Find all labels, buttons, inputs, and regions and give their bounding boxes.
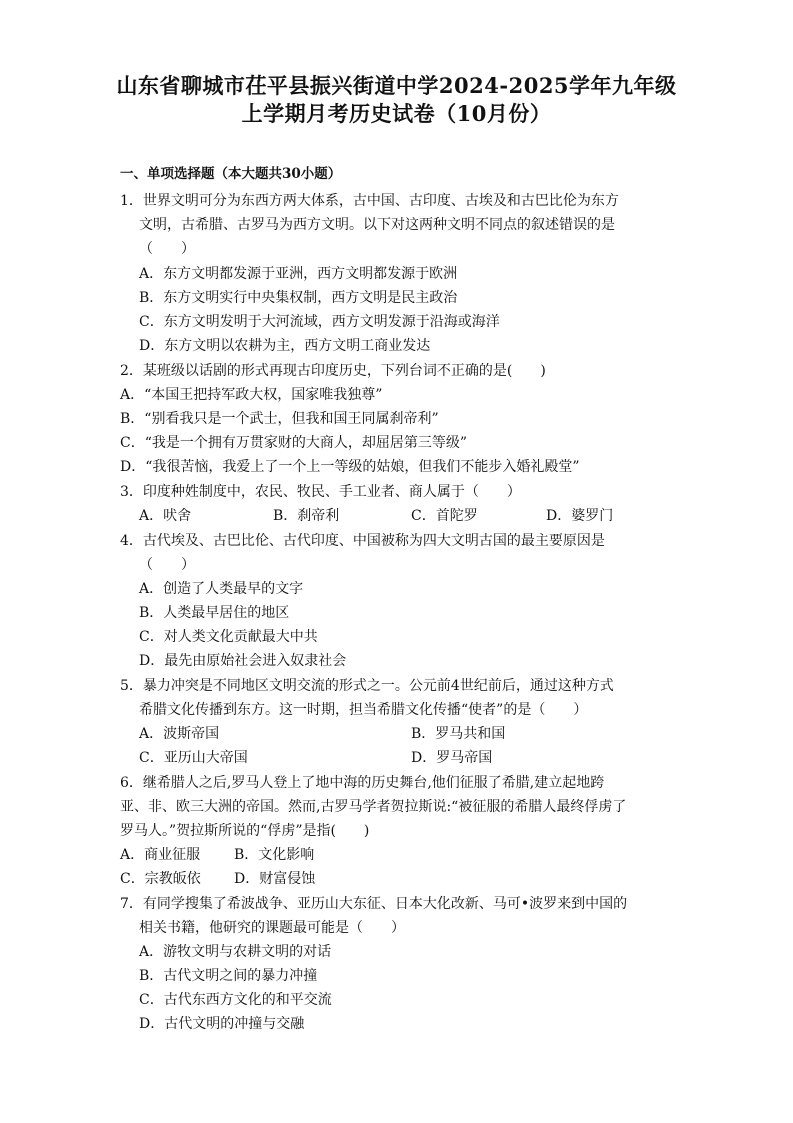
option-a: A．吠舍 (139, 508, 192, 524)
question-text: 亚、非、欧三大洲的帝国。然而,古罗马学者贺拉斯说:“被征服的希腊人最终俘虏了 (120, 799, 627, 815)
question-text: 3．印度种姓制度中，农民、牧民、手工业者、商人属于（ ） (120, 484, 521, 500)
option-d: D．古代文明的冲撞与交融 (139, 1016, 305, 1032)
option-a: A．东方文明都发源于亚洲，西方文明都发源于欧洲 (139, 266, 458, 282)
question-text: （ ） (139, 241, 195, 257)
question-text: 2．某班级以话剧的形式再现古印度历史，下列台词不正确的是( ) (120, 363, 546, 379)
section-heading: 一、单项选择题（本大题共30小题） (120, 166, 342, 182)
option-b: B．“别看我只是一个武士，但我和国王同属刹帝利” (120, 411, 439, 427)
option-d: D．最先由原始社会进入奴隶社会 (139, 653, 347, 669)
question-text: 5．暴力冲突是不同地区文明交流的形式之一。公元前4世纪前后，通过这种方式 (120, 678, 614, 694)
exam-title-line2: 上学期月考历史试卷（10月份） (241, 101, 552, 126)
question-text: 4．古代埃及、古巴比伦、古代印度、中国被称为四大文明古国的最主要原因是 (120, 533, 605, 549)
option-d: D．“我很苦恼，我爱上了一个上一等级的姑娘，但我们不能步入婚礼殿堂” (120, 459, 580, 475)
option-b: B．罗马共和国 (411, 726, 506, 742)
option-c: C．对人类文化贡献最大中共 (139, 629, 318, 645)
option-c: C．宗教皈依 (120, 871, 201, 887)
option-c: C．首陀罗 (411, 508, 478, 524)
question-text: 6．继希腊人之后,罗马人登上了地中海的历史舞台,他们征服了希腊,建立起地跨 (120, 775, 605, 791)
option-d: D．东方文明以农耕为主，西方文明工商业发达 (139, 338, 431, 354)
option-d: D．婆罗门 (546, 508, 614, 524)
option-c: C．“我是一个拥有万贯家财的大商人，却屈居第三等级” (120, 435, 468, 451)
question-text: 罗马人。”贺拉斯所说的“俘虏”是指( ) (120, 823, 370, 839)
option-a: A．商业征服 (120, 847, 201, 863)
option-d: D．财富侵蚀 (234, 871, 316, 887)
option-b: B．刹帝利 (273, 508, 340, 524)
option-a: A．游牧文明与农耕文明的对话 (139, 944, 332, 960)
option-b: B．文化影响 (234, 847, 315, 863)
option-a: A．波斯帝国 (139, 726, 220, 742)
option-b: B．人类最早居住的地区 (139, 605, 290, 621)
option-a: A．“本国王把持军政大权，国家唯我独尊” (120, 387, 383, 403)
option-c: C．东方文明发明于大河流域，西方文明发源于沿海或海洋 (139, 314, 500, 330)
question-text: （ ） (139, 557, 195, 573)
option-b: B．东方文明实行中央集权制，西方文明是民主政治 (139, 290, 458, 306)
option-c: C．古代东西方文化的和平交流 (139, 992, 332, 1008)
option-a: A．创造了人类最早的文字 (139, 581, 304, 597)
question-text: 希腊文化传播到东方。这一时期，担当希腊文化传播“使者”的是（ ） (139, 702, 588, 718)
question-text: 1．世界文明可分为东西方两大体系，古中国、古印度、古埃及和古巴比伦为东方 (120, 193, 619, 209)
question-text: 文明，古希腊、古罗马为西方文明。以下对这两种文明不同点的叙述错误的是 (139, 217, 615, 233)
option-c: C．亚历山大帝国 (139, 750, 248, 766)
exam-title-line1: 山东省聊城市茌平县振兴街道中学2024-2025学年九年级 (116, 73, 677, 98)
option-b: B．古代文明之间的暴力冲撞 (139, 968, 318, 984)
question-text: 相关书籍，他研究的课题最可能是（ ） (139, 920, 405, 936)
option-d: D．罗马帝国 (411, 750, 493, 766)
question-text: 7．有同学搜集了希波战争、亚历山大东征、日本大化改新、马可•波罗来到中国的 (120, 896, 628, 912)
